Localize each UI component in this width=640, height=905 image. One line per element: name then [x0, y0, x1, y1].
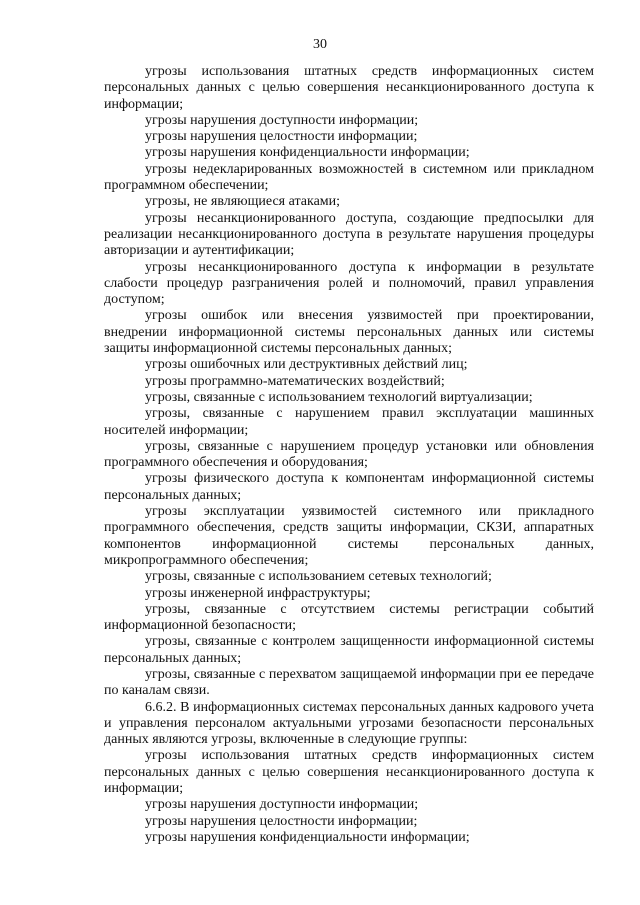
paragraph: угрозы ошибок или внесения уязвимостей при проектировании, внедрении информационной системы персональных данных или системы защиты информационной системы персональных данных; [104, 308, 594, 357]
paragraph: угрозы физического доступа к компонентам информационной системы персональных данных; [104, 471, 594, 503]
paragraph: угрозы нарушения доступности информации; [145, 112, 419, 128]
paragraph: угрозы нарушения доступности информации; [145, 797, 419, 813]
page-number: 30 [313, 37, 327, 52]
paragraph: угрозы, связанные с использованием сетевых технологий; [145, 569, 492, 585]
paragraph: угрозы, связанные с перехватом защищаемой информации при ее передаче по каналам связи. [104, 666, 594, 699]
paragraph: угрозы несанкционированного доступа, создающие предпосылки для реализации несанкционированного доступа в результате нарушения процедуры авторизации и аутентификации; [104, 210, 594, 259]
section-paragraph: 6.6.2. В информационных системах персональных данных кадрового учета и управления персоналом актуальными угрозами безопасности персональных данных являются угрозы, включенные в следующие группы: [104, 699, 594, 748]
paragraph: угрозы, связанные с контролем защищенности информационной системы персональных данных; [104, 634, 594, 666]
paragraph: угрозы, связанные с использованием технологий виртуализации; [145, 389, 533, 405]
paragraph: угрозы несанкционированного доступа к информации в результате слабости процедур разграничения ролей и полномочий, правил управления доступом; [104, 259, 594, 308]
paragraph: угрозы нарушения конфиденциальности информации; [145, 145, 470, 161]
paragraph: угрозы инженерной инфраструктуры; [145, 585, 371, 601]
paragraph: угрозы, связанные с нарушением процедур установки или обновления программного обеспечения и оборудования; [104, 438, 594, 471]
paragraph: угрозы эксплуатации уязвимостей системного или прикладного программного обеспечения, средств защиты информации, СКЗИ, аппаратных компонентов информационной системы персональных данных, микропрограммного обеспечения; [104, 504, 594, 568]
body-text [104, 64, 594, 846]
paragraph: угрозы нарушения целостности информации; [145, 129, 418, 145]
paragraph: угрозы нарушения целостности информации; [145, 813, 418, 829]
paragraph: угрозы, связанные с отсутствием системы регистрации событий информационной безопасности; [104, 601, 594, 634]
paragraph: угрозы, связанные с нарушением правил эксплуатации машинных носителей информации; [104, 406, 594, 438]
paragraph: угрозы недекларированных возможностей в системном или прикладном программном обеспечении; [104, 161, 594, 194]
paragraph: угрозы использования штатных средств информационных систем персональных данных с целью совершения несанкционированного доступа к информации; [104, 748, 594, 797]
paragraph: угрозы, не являющиеся атаками; [145, 194, 341, 210]
paragraph: угрозы программно-математических воздействий; [145, 373, 445, 389]
paragraph: угрозы ошибочных или деструктивных действий лиц; [145, 357, 468, 373]
paragraph: угрозы нарушения конфиденциальности информации; [145, 829, 470, 845]
paragraph: угрозы использования штатных средств информационных систем персональных данных с целью совершения несанкционированного доступа к информации; [104, 64, 594, 112]
